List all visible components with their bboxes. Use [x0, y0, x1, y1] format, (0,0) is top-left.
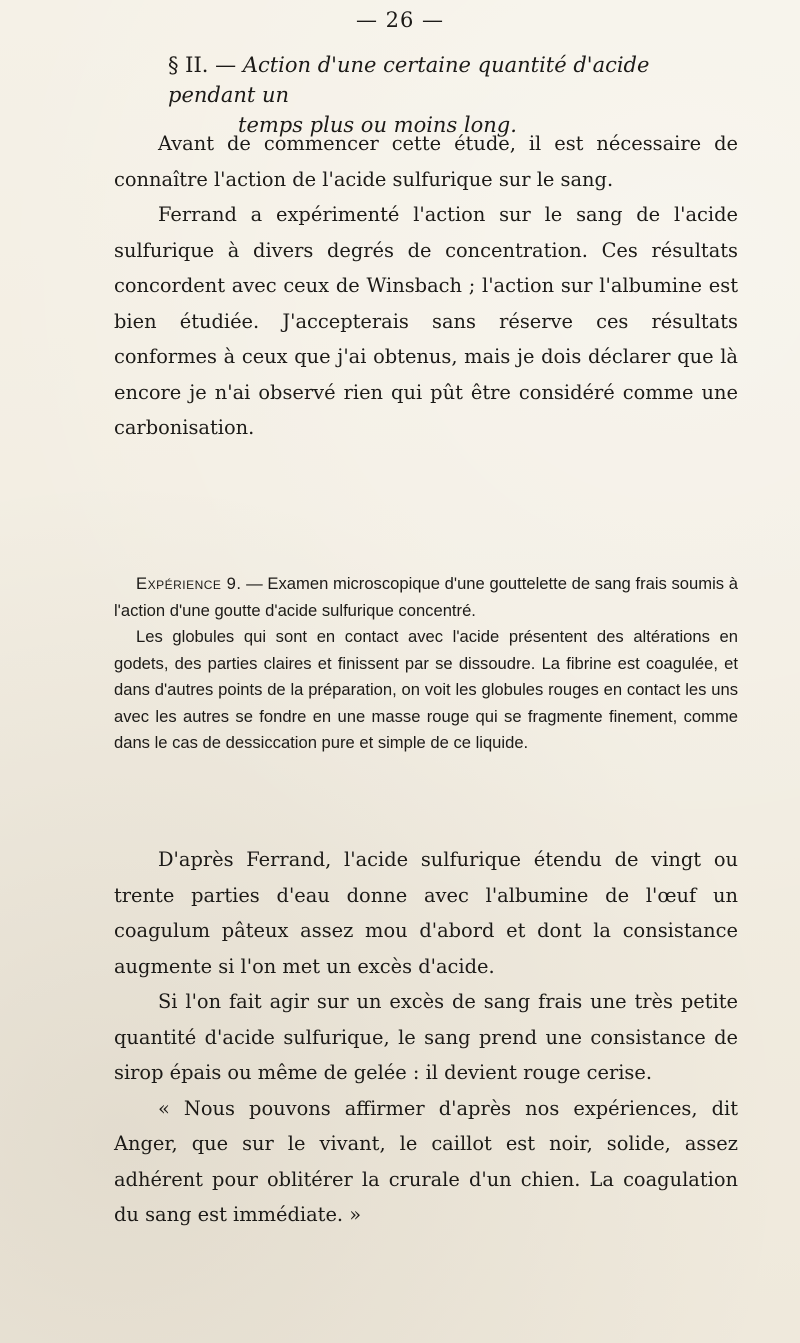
- experience-heading-paragraph: [114, 571, 738, 624]
- section-title-line1: Action d'une certaine quantité d'acide pendant un: [168, 53, 650, 107]
- page-number: — 26 —: [355, 8, 445, 32]
- experience-observation: Les globules qui sont en contact avec l'acide présentent des altérations en godets, des parties claires et finissent par se dissoudre. La fibrine est coagulée, et dans d'autres points de la préparation, on voit les globules rouges en contact les uns avec les autres se fondre en une masse rouge qui se fragmente finement, comme dans le cas de dessiccation pure et simple de ce liquide.: [114, 627, 738, 752]
- quotation-paragraph: « Nous pouvons affirmer d'après nos expériences, dit Anger, que sur le vivant, le caillot est noir, solide, assez adhérent pour oblitérer la crurale d'un chien. La coagulation du sang est immédiate. »: [114, 1096, 738, 1226]
- intro-text-block: [114, 126, 738, 446]
- experience-note: [114, 571, 738, 757]
- paragraph: Si l'on fait agir sur un excès de sang frais une très petite quantité d'acide sulfurique, le sang prend une consistance de sirop épais ou même de gelée : il devient rouge cerise.: [114, 990, 738, 1084]
- paragraph: Ferrand a expérimenté l'action sur le sang de l'acide sulfurique à divers degrés de concentration. Ces résultats concordent avec ceux de Winsbach ; l'action sur l'albumine est bien étudiée. J'accepterais sans réserve ces résultats conformes à ceux que j'ai obtenus, mais je dois déclarer que là encore je n'ai observé rien qui pût être considéré comme une carbonisation.: [114, 203, 738, 439]
- experience-description: — Examen microscopique d'une gouttelette de sang frais soumis à l'action d'une goutte d'acide sulfurique concentré.: [114, 574, 738, 620]
- paragraph: Avant de commencer cette étude, il est nécessaire de connaître l'action de l'acide sulfurique sur le sang.: [114, 132, 738, 191]
- paragraph: D'après Ferrand, l'acide sulfurique étendu de vingt ou trente parties d'eau donne avec l'albumine de l'œuf un coagulum pâteux assez mou d'abord et dont la consistance augmente si l'on met un excès d'acide.: [114, 848, 738, 978]
- experience-label: Expérience 9.: [136, 574, 242, 593]
- final-text-block: [114, 842, 738, 1233]
- section-title-line2: temps plus ou moins long.: [238, 113, 517, 137]
- section-number: § II. —: [168, 53, 237, 77]
